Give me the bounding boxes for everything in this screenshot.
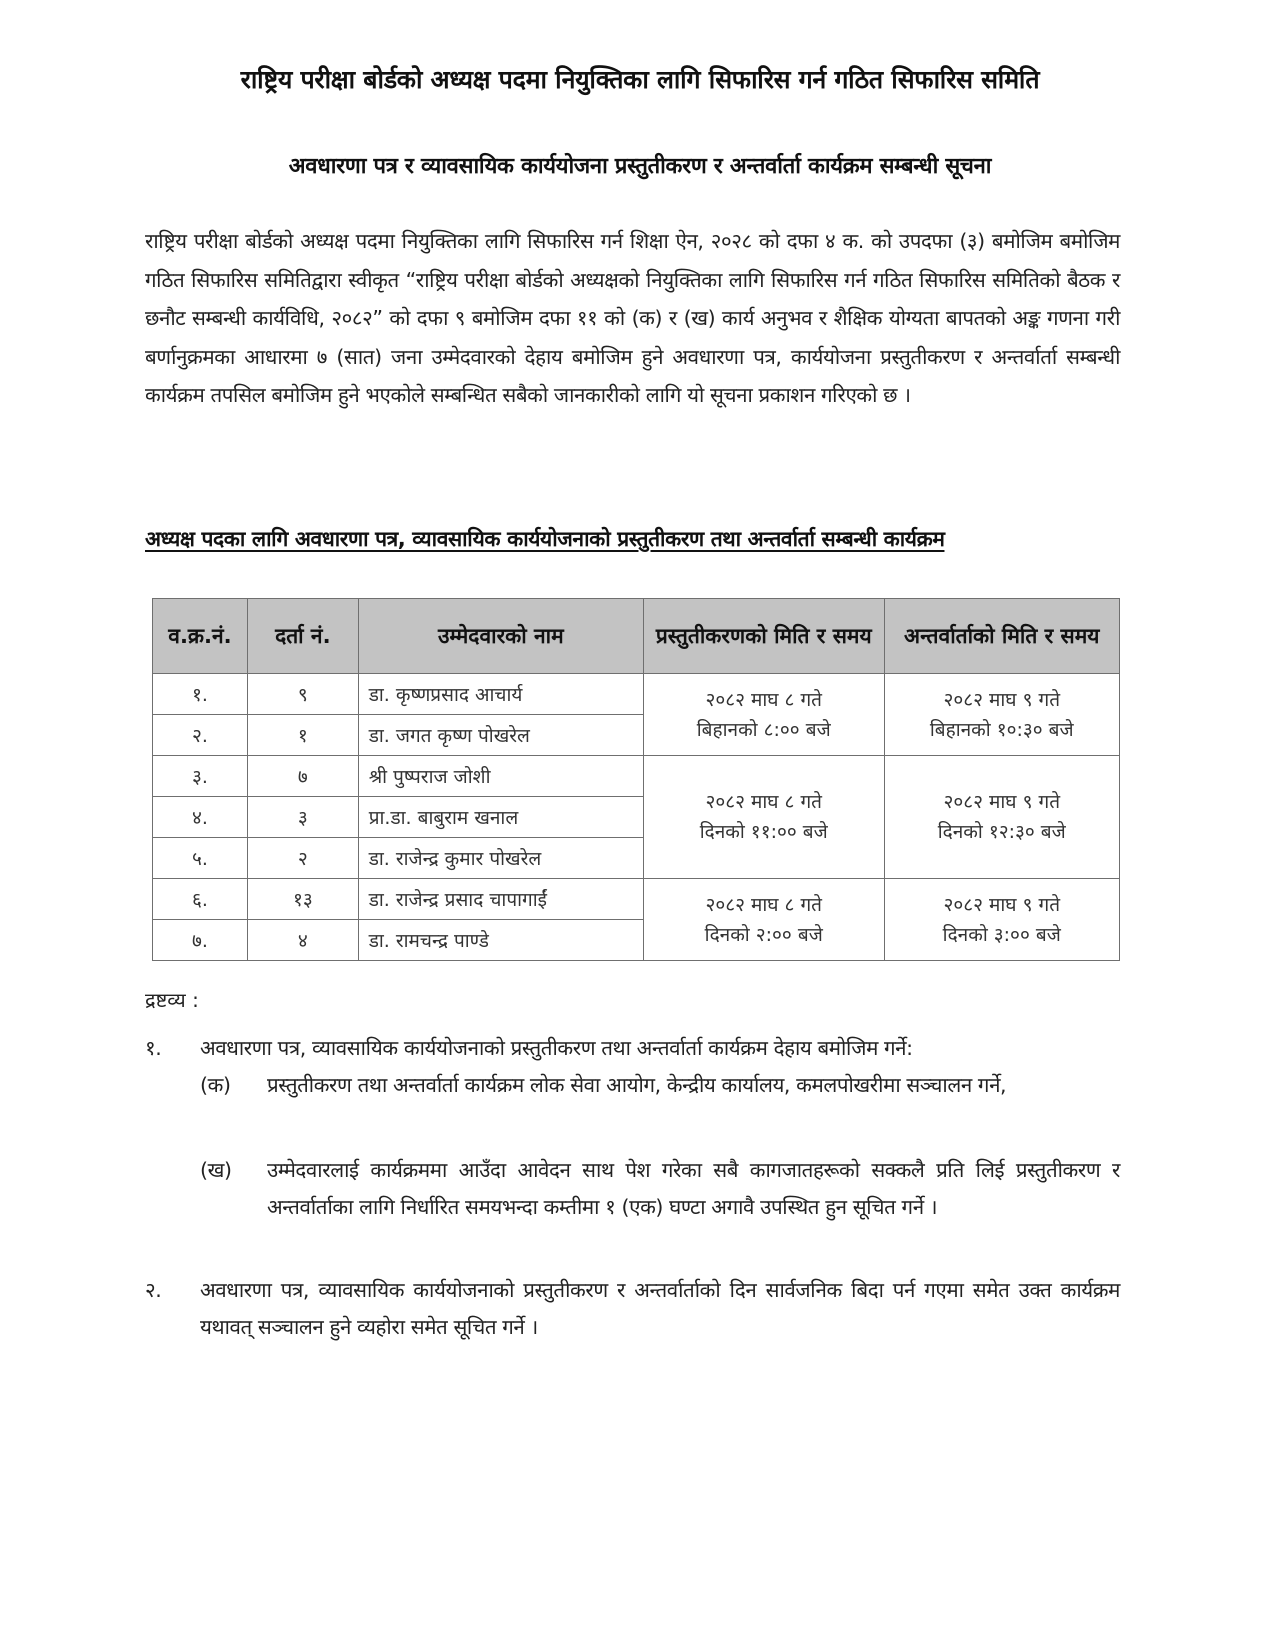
table-row xyxy=(153,674,1120,715)
note-subitem xyxy=(200,1067,1120,1104)
note-item xyxy=(145,1272,1120,1346)
candidate-name: प्रा.डा. बाबुराम खनाल xyxy=(358,797,643,838)
registration-no: १ xyxy=(247,715,358,756)
interview-slot xyxy=(884,756,1120,879)
serial-no: ३. xyxy=(153,756,248,797)
subitem-text: प्रस्तुतीकरण तथा अन्तर्वार्ता कार्यक्रम लोक सेवा आयोग, केन्द्रीय कार्यालय, कमलपोखरीमा सञ्चालन गर्ने, xyxy=(267,1073,1007,1097)
header-interview-datetime: अन्तर्वार्ताको मिति र समय xyxy=(884,599,1120,674)
interview-date: २०८२ माघ ९ गते xyxy=(943,688,1061,711)
presentation-date: २०८२ माघ ८ गते xyxy=(705,791,822,813)
serial-no: ४. xyxy=(153,797,248,838)
interview-time: दिनको १२:३० बजे xyxy=(937,821,1066,843)
note-number: १. xyxy=(145,1036,162,1060)
candidate-name: डा. राजेन्द्र कुमार पोखरेल xyxy=(358,838,643,879)
presentation-slot xyxy=(643,879,884,961)
note-item xyxy=(145,1030,1120,1067)
note-number: २. xyxy=(145,1278,162,1302)
presentation-slot xyxy=(643,674,884,756)
notice-subtitle: अवधारणा पत्र र व्यावसायिक कार्ययोजना प्रस्तुतीकरण र अन्तर्वार्ता कार्यक्रम सम्बन्धी सूचना xyxy=(288,154,992,179)
interview-slot xyxy=(884,879,1120,961)
subitem-label: (ख) xyxy=(200,1158,232,1182)
intro-paragraph: राष्ट्रिय परीक्षा बोर्डको अध्यक्ष पदमा नियुक्तिका लागि सिफारिस गर्न शिक्षा ऐन, २०२८ को दफा ४ क. को उपदफा (३) बमोजिम बमोजिम गठित सिफारिस समितिद्वारा स्वीकृत “राष्ट्रिय परीक्षा बोर्डको अध्यक्षको नियुक्तिका लागि सिफारिस गर्न गठित सिफारिस समितिको बैठक र छनौट सम्बन्धी कार्यविधि, २०८२” को दफा ९ बमोजिम दफा ११ को (क) र (ख) कार्य अनुभव र शैक्षिक योग्यता बापतको अङ्क गणना गरी बर्णानुक्रमका आधारमा ७ (सात) जना उम्मेदवारको देहाय बमोजिम हुने अवधारणा पत्र, कार्ययोजना प्रस्तुतीकरण र अन्तर्वार्ता सम्बन्धी कार्यक्रम तपसिल बमोजिम हुने भएकोले सम्बन्धित सबैको जानकारीको लागि यो सूचना प्रकाशन गरिएको छ । xyxy=(145,229,1120,407)
registration-no: ४ xyxy=(247,920,358,961)
note-text: अवधारणा पत्र, व्यावसायिक कार्ययोजनाको प्रस्तुतीकरण र अन्तर्वार्ताको दिन सार्वजनिक बिदा पर्न गएमा समेत उक्त कार्यक्रम यथावत् सञ्चालन हुने व्यहोरा समेत सूचित गर्ने । xyxy=(200,1278,1120,1339)
notes-label: द्रष्टव्य : xyxy=(145,988,199,1012)
presentation-time: दिनको ११:०० बजे xyxy=(699,821,828,843)
presentation-time: बिहानको ८:०० बजे xyxy=(696,718,831,741)
presentation-time: दिनको २:०० बजे xyxy=(704,923,823,946)
note-subitem xyxy=(200,1152,1120,1226)
table-row xyxy=(153,756,1120,797)
presentation-slot xyxy=(643,756,884,879)
serial-no: ७. xyxy=(153,920,248,961)
interview-date: २०८२ माघ ९ गते xyxy=(943,893,1061,916)
notice-title: राष्ट्रिय परीक्षा बोर्डको अध्यक्ष पदमा नियुक्तिका लागि सिफारिस गर्न गठित सिफारिस समिति xyxy=(240,65,1040,94)
table-header-row xyxy=(153,599,1120,674)
candidate-name: डा. राजेन्द्र प्रसाद चापागाईं xyxy=(358,879,643,920)
interview-time: दिनको ३:०० बजे xyxy=(942,923,1061,946)
schedule-table xyxy=(152,598,1120,961)
registration-no: ९ xyxy=(247,674,358,715)
registration-no: ३ xyxy=(247,797,358,838)
interview-slot xyxy=(884,674,1120,756)
registration-no: ७ xyxy=(247,756,358,797)
serial-no: ५. xyxy=(153,838,248,879)
candidate-name: डा. कृष्णप्रसाद आचार्य xyxy=(358,674,643,715)
registration-no: १३ xyxy=(247,879,358,920)
presentation-date: २०८२ माघ ८ गते xyxy=(705,893,822,916)
serial-no: १. xyxy=(153,674,248,715)
header-registration-no: दर्ता नं. xyxy=(247,599,358,674)
presentation-date: २०८२ माघ ८ गते xyxy=(705,688,822,711)
candidate-name: डा. रामचन्द्र पाण्डे xyxy=(358,920,643,961)
subitem-label: (क) xyxy=(200,1073,231,1097)
registration-no: २ xyxy=(247,838,358,879)
serial-no: २. xyxy=(153,715,248,756)
header-candidate-name: उम्मेदवारको नाम xyxy=(358,599,643,674)
candidate-name: डा. जगत कृष्ण पोखरेल xyxy=(358,715,643,756)
header-presentation-datetime: प्रस्तुतीकरणको मिति र समय xyxy=(643,599,884,674)
table-row xyxy=(153,879,1120,920)
header-serial-no: व.क्र.नं. xyxy=(153,599,248,674)
interview-time: बिहानको १०:३० बजे xyxy=(929,718,1074,741)
schedule-heading: अध्यक्ष पदका लागि अवधारणा पत्र, व्यावसायिक कार्ययोजनाको प्रस्तुतीकरण तथा अन्तर्वार्ता सम्बन्धी कार्यक्रम xyxy=(145,527,945,551)
candidate-name: श्री पुष्पराज जोशी xyxy=(358,756,643,797)
subitem-text: उम्मेदवारलाई कार्यक्रममा आउँदा आवेदन साथ पेश गरेका सबै कागजातहरूको सक्कलै प्रति लिई प्रस्तुतीकरण र अन्तर्वार्ताका लागि निर्धारित समयभन्दा कम्तीमा १ (एक) घण्टा अगावै उपस्थित हुन सूचित गर्ने । xyxy=(267,1158,1120,1219)
interview-date: २०८२ माघ ९ गते xyxy=(943,791,1061,813)
note-text: अवधारणा पत्र, व्यावसायिक कार्ययोजनाको प्रस्तुतीकरण तथा अन्तर्वार्ता कार्यक्रम देहाय बमोजिम गर्ने: xyxy=(200,1036,913,1060)
serial-no: ६. xyxy=(153,879,248,920)
